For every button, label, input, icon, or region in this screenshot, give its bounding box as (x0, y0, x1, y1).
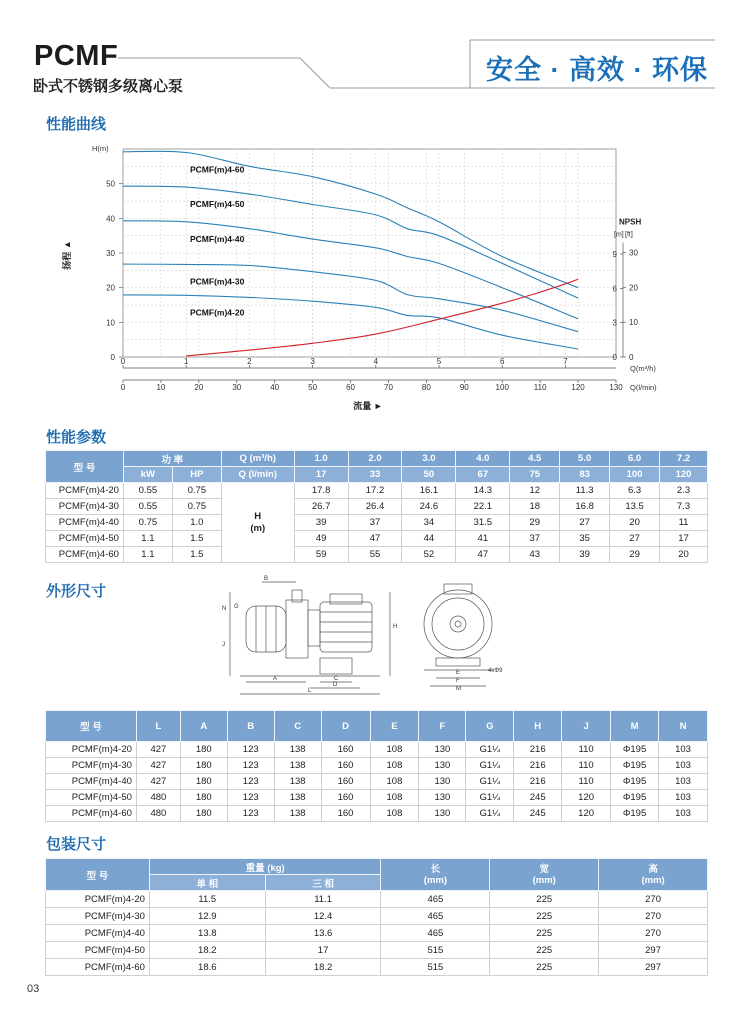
table-cell: 225 (490, 891, 599, 908)
curve-label: PCMF(m)4-40 (190, 233, 245, 244)
table-cell: 0.55 (123, 499, 172, 515)
table-row-model: PCMF(m)4-30 (46, 499, 124, 515)
table-cell: 103 (659, 758, 708, 774)
table-cell: 29 (510, 515, 560, 531)
table-cell: 11.5 (149, 891, 265, 908)
x2-tick-label: 0 (120, 383, 126, 392)
dim-label: J (222, 642, 225, 648)
table-cell: 12 (510, 483, 560, 499)
section-title-packing: 包装尺寸 (46, 836, 107, 853)
table-cell: G1¼ (466, 806, 514, 822)
dims-header: M (611, 711, 659, 742)
table-cell: 17 (265, 942, 381, 959)
table-cell: 17 (660, 531, 708, 547)
table-cell: 27 (610, 531, 660, 547)
table-cell: 12.9 (149, 908, 265, 925)
table-cell: 130 (419, 774, 466, 790)
table-cell: 130 (419, 790, 466, 806)
table-cell: 160 (321, 790, 370, 806)
table-cell: 138 (274, 806, 321, 822)
section-title-params: 性能参数 (46, 429, 107, 446)
table-cell: 29 (610, 547, 660, 563)
q-m3h-cell: 4.5 (510, 451, 560, 467)
table-cell: 138 (274, 742, 321, 758)
table-cell: 24.6 (402, 499, 456, 515)
table-cell: 20 (660, 547, 708, 563)
table-cell: 103 (659, 742, 708, 758)
table-cell: 20 (610, 515, 660, 531)
pack-height-header (599, 859, 708, 891)
dims-header: C (274, 711, 321, 742)
table-cell: 1.0 (172, 515, 221, 531)
table-cell: 160 (321, 742, 370, 758)
table-cell: 465 (381, 925, 490, 942)
table-cell: 0.75 (172, 483, 221, 499)
table-cell: 55 (348, 547, 402, 563)
table-cell: 216 (514, 774, 562, 790)
table-cell: 180 (180, 774, 227, 790)
table-cell: 35 (560, 531, 610, 547)
dims-header: E (370, 711, 419, 742)
table-cell: 130 (419, 806, 466, 822)
dims-header: J (562, 711, 611, 742)
x1-tick-label: 3 (310, 357, 315, 366)
table-cell: 427 (136, 774, 180, 790)
table-cell: 160 (321, 758, 370, 774)
curve-label: PCMF(m)4-30 (190, 276, 245, 287)
x2-tick-label: 40 (270, 383, 280, 392)
table-cell: 11 (660, 515, 708, 531)
table-cell: 480 (136, 790, 180, 806)
table-cell: 18.2 (265, 959, 381, 976)
table-cell: G1¼ (466, 774, 514, 790)
table-row-model: PCMF(m)4-20 (46, 483, 124, 499)
dims-header: B (227, 711, 274, 742)
q-lmin-cell: 75 (510, 467, 560, 483)
x2-tick-label: 80 (421, 383, 431, 392)
table-cell: 18.6 (149, 959, 265, 976)
dim-label: A (273, 676, 278, 682)
table-cell: 39 (560, 547, 610, 563)
x1-tick-label: 6 (500, 357, 505, 366)
table-cell: 18.2 (149, 942, 265, 959)
table-cell: 11.3 (560, 483, 610, 499)
npsh-m-tick-label: 6 (612, 284, 617, 294)
dimensions-table (45, 710, 708, 822)
q-m3h-cell: 5.0 (560, 451, 610, 467)
table-cell: 515 (381, 942, 490, 959)
params-q-m3h-label: Q (m³/h) (221, 451, 294, 467)
params-hp-header: HP (172, 467, 221, 483)
table-cell: 16.8 (560, 499, 610, 515)
table-cell: 216 (514, 758, 562, 774)
table-cell: 160 (321, 806, 370, 822)
section-title-curve: 性能曲线 (46, 116, 107, 133)
mount-hole-note: 4xΦ9 (488, 668, 503, 674)
table-cell: 2.3 (660, 483, 708, 499)
table-cell: Φ195 (611, 806, 659, 822)
table-cell: 480 (136, 806, 180, 822)
y-tick-label: 30 (106, 249, 115, 258)
dims-header: N (659, 711, 708, 742)
dim-label: L (308, 688, 312, 694)
table-cell: G1¼ (466, 742, 514, 758)
x2-tick-label: 110 (533, 383, 547, 392)
product-subtitle: 卧式不锈钢多级离心泵 (33, 78, 184, 95)
npsh-ft-tick-label: 0 (629, 353, 634, 362)
table-cell: 225 (490, 908, 599, 925)
q-m3h-cell: 7.2 (660, 451, 708, 467)
table-cell: 26.4 (348, 499, 402, 515)
table-cell: 216 (514, 742, 562, 758)
q-lmin-cell: 100 (610, 467, 660, 483)
npsh-m-tick-label: 9 (612, 250, 617, 260)
table-cell: 138 (274, 758, 321, 774)
pack-unit-label: (mm) (532, 874, 556, 886)
table-cell: 0.75 (123, 515, 172, 531)
q-lmin-cell: 83 (560, 467, 610, 483)
table-cell: 427 (136, 758, 180, 774)
dims-header: A (180, 711, 227, 742)
table-cell: 52 (402, 547, 456, 563)
table-cell: G1¼ (466, 758, 514, 774)
pack-width-label: 宽 (539, 863, 549, 875)
params-power-header: 功 率 (123, 451, 221, 467)
y-unit-label: H(m) (92, 144, 109, 153)
table-cell: 465 (381, 908, 490, 925)
npsh-m-tick-label: 0 (612, 353, 617, 362)
params-h-unit: (m) (250, 522, 266, 534)
table-cell: G1¼ (466, 790, 514, 806)
table-cell: 465 (381, 891, 490, 908)
npsh-ft-label: [ft] (625, 231, 633, 239)
table-cell: 108 (370, 774, 419, 790)
table-cell: 123 (227, 790, 274, 806)
table-cell: 120 (562, 806, 611, 822)
pack-length-label: 长 (430, 863, 441, 875)
x2-tick-label: 10 (156, 383, 166, 392)
page-number: 03 (27, 983, 40, 995)
npsh-ft-tick-label: 10 (629, 318, 638, 328)
pack-height-label: 高 (648, 863, 658, 875)
dims-header: F (419, 711, 466, 742)
table-cell: 49 (294, 531, 348, 547)
brand-title: PCMF (34, 40, 119, 72)
npsh-title: NPSH (619, 217, 642, 227)
dim-label: D (333, 682, 338, 688)
table-cell: 108 (370, 758, 419, 774)
x2-tick-label: 30 (232, 383, 242, 392)
table-cell: 180 (180, 806, 227, 822)
y-tick-label: 0 (110, 353, 115, 362)
table-cell: 180 (180, 742, 227, 758)
pack-width-header (490, 859, 599, 891)
x1-tick-label: 7 (563, 357, 568, 366)
section-title-outline: 外形尺寸 (46, 583, 107, 600)
table-cell: 297 (599, 942, 708, 959)
y-tick-label: 50 (106, 179, 115, 189)
table-cell: 0.75 (172, 499, 221, 515)
table-cell: 123 (227, 742, 274, 758)
y-tick-label: 20 (106, 283, 115, 293)
npsh-m-tick-label: 3 (612, 318, 617, 328)
pack-model-header: 型 号 (46, 859, 150, 891)
npsh-curve (186, 279, 578, 356)
table-cell: 138 (274, 790, 321, 806)
table-cell: 1.1 (123, 547, 172, 563)
table-cell: 18 (510, 499, 560, 515)
table-cell: 103 (659, 774, 708, 790)
table-cell: 31.5 (456, 515, 510, 531)
table-cell: 26.7 (294, 499, 348, 515)
q-lmin-cell: 33 (348, 467, 402, 483)
x2-tick-label: 20 (194, 383, 204, 392)
table-cell: 44 (402, 531, 456, 547)
table-cell: 7.3 (660, 499, 708, 515)
dims-header: D (321, 711, 370, 742)
table-cell: 14.3 (456, 483, 510, 499)
table-cell: 297 (599, 959, 708, 976)
table-row-model: PCMF(m)4-20 (46, 891, 150, 908)
performance-params-table (45, 450, 708, 563)
table-cell: 16.1 (402, 483, 456, 499)
x2-tick-label: 50 (308, 383, 318, 392)
dims-header: 型 号 (46, 711, 137, 742)
table-cell: 12.4 (265, 908, 381, 925)
table-cell: 225 (490, 925, 599, 942)
table-cell: 123 (227, 758, 274, 774)
table-cell: 180 (180, 790, 227, 806)
table-cell: 130 (419, 758, 466, 774)
dims-header: H (514, 711, 562, 742)
packing-table (45, 858, 708, 976)
y-axis-title: 扬程 ▲ (62, 240, 72, 270)
params-kw-header: kW (123, 467, 172, 483)
q-lmin-cell: 17 (294, 467, 348, 483)
table-cell: 138 (274, 774, 321, 790)
table-row-model: PCMF(m)4-60 (46, 959, 150, 976)
performance-chart (0, 135, 750, 420)
dim-label: M (456, 686, 461, 692)
table-row-model: PCMF(m)4-60 (46, 806, 137, 822)
dim-label: N (222, 606, 227, 612)
table-cell: 110 (562, 774, 611, 790)
dims-header: G (466, 711, 514, 742)
table-cell: 37 (510, 531, 560, 547)
table-cell: 225 (490, 959, 599, 976)
dim-label: G (234, 604, 239, 610)
table-row-model: PCMF(m)4-30 (46, 908, 150, 925)
table-cell: 427 (136, 742, 180, 758)
table-cell: 1.5 (172, 531, 221, 547)
table-cell: 43 (510, 547, 560, 563)
table-cell: 17.2 (348, 483, 402, 499)
table-cell: 0.55 (123, 483, 172, 499)
table-cell: 41 (456, 531, 510, 547)
curve-label: PCMF(m)4-50 (190, 199, 245, 210)
table-cell: 515 (381, 959, 490, 976)
dims-header: L (136, 711, 180, 742)
table-cell: 103 (659, 790, 708, 806)
q-m3h-cell: 6.0 (610, 451, 660, 467)
table-cell: 37 (348, 515, 402, 531)
table-cell: 108 (370, 790, 419, 806)
pack-three-phase-header: 三 相 (265, 875, 381, 891)
pump-side-view (230, 582, 390, 694)
npsh-ft-tick-label: 20 (629, 283, 638, 293)
q-lmin-cell: 67 (456, 467, 510, 483)
params-q-lmin-label: Q (l/min) (221, 467, 294, 483)
table-cell: 13.5 (610, 499, 660, 515)
table-row-model: PCMF(m)4-40 (46, 925, 150, 942)
x-axis-title: 流量 ► (353, 401, 383, 411)
dim-label: E (456, 670, 461, 676)
table-cell: 11.1 (265, 891, 381, 908)
table-cell: 47 (456, 547, 510, 563)
table-cell: 180 (180, 758, 227, 774)
table-cell: 39 (294, 515, 348, 531)
table-row-model: PCMF(m)4-20 (46, 742, 137, 758)
x2-tick-label: 120 (571, 383, 585, 392)
q-lmin-cell: 50 (402, 467, 456, 483)
table-row-model: PCMF(m)4-60 (46, 547, 124, 563)
table-cell: 270 (599, 925, 708, 942)
x2-unit-label: Q(l/min) (630, 383, 657, 392)
x2-tick-label: 70 (384, 383, 393, 392)
table-cell: 108 (370, 806, 419, 822)
table-cell: 13.8 (149, 925, 265, 942)
q-m3h-cell: 2.0 (348, 451, 402, 467)
x1-tick-label: 5 (436, 357, 442, 366)
pack-single-phase-header: 单 相 (149, 875, 265, 891)
table-cell: 160 (321, 774, 370, 790)
params-h-label-cell (221, 483, 294, 563)
table-cell: Φ195 (611, 758, 659, 774)
x1-tick-label: 4 (373, 357, 379, 366)
q-m3h-cell: 4.0 (456, 451, 510, 467)
curve-label: PCMF(m)4-60 (190, 164, 245, 175)
table-cell: 47 (348, 531, 402, 547)
x1-tick-label: 1 (183, 357, 189, 366)
table-row-model: PCMF(m)4-40 (46, 774, 137, 790)
dim-label: B (264, 576, 269, 582)
table-cell: Φ195 (611, 774, 659, 790)
table-cell: 13.6 (265, 925, 381, 942)
table-cell: 17.8 (294, 483, 348, 499)
table-cell: 34 (402, 515, 456, 531)
table-cell: 103 (659, 806, 708, 822)
pack-unit-label: (mm) (641, 874, 665, 886)
table-cell: 59 (294, 547, 348, 563)
q-lmin-cell: 120 (660, 467, 708, 483)
params-model-header: 型 号 (46, 451, 124, 483)
x1-tick-label: 2 (247, 357, 252, 366)
dim-label: F (456, 678, 460, 684)
slogan: 安全 · 高效 · 环保 (486, 55, 708, 85)
table-cell: 1.5 (172, 547, 221, 563)
table-row-model: PCMF(m)4-30 (46, 758, 137, 774)
dim-label: H (393, 624, 398, 630)
y-tick-label: 40 (106, 214, 115, 224)
table-cell: Φ195 (611, 790, 659, 806)
x1-tick-label: 0 (120, 357, 126, 366)
table-cell: 225 (490, 942, 599, 959)
y-tick-label: 10 (106, 318, 115, 328)
table-cell: 123 (227, 806, 274, 822)
table-cell: 270 (599, 891, 708, 908)
pack-weight-header: 重量 (kg) (149, 859, 381, 875)
table-cell: 27 (560, 515, 610, 531)
x1-unit-label: Q(m³/h) (630, 364, 656, 373)
table-cell: 270 (599, 908, 708, 925)
dim-label: C (334, 676, 339, 682)
x2-tick-label: 130 (609, 383, 623, 392)
table-cell: 6.3 (610, 483, 660, 499)
table-cell: 245 (514, 806, 562, 822)
table-cell: 245 (514, 790, 562, 806)
table-cell: 120 (562, 790, 611, 806)
table-cell: Φ195 (611, 742, 659, 758)
table-row-model: PCMF(m)4-50 (46, 942, 150, 959)
q-m3h-cell: 1.0 (294, 451, 348, 467)
outline-drawing (200, 572, 520, 702)
q-m3h-cell: 3.0 (402, 451, 456, 467)
table-cell: 123 (227, 774, 274, 790)
table-cell: 108 (370, 742, 419, 758)
npsh-m-label: [m] (614, 231, 624, 239)
table-cell: 22.1 (456, 499, 510, 515)
table-cell: 1.1 (123, 531, 172, 547)
table-cell: 130 (419, 742, 466, 758)
table-cell: 110 (562, 742, 611, 758)
table-row-model: PCMF(m)4-50 (46, 531, 124, 547)
x2-tick-label: 100 (495, 383, 509, 392)
table-cell: 110 (562, 758, 611, 774)
curve-label: PCMF(m)4-20 (190, 307, 245, 318)
pack-unit-label: (mm) (423, 874, 448, 886)
x2-tick-label: 60 (346, 383, 355, 392)
params-h-label: H (254, 510, 262, 522)
npsh-ft-tick-label: 30 (629, 248, 638, 258)
x2-tick-label: 90 (459, 383, 469, 392)
table-row-model: PCMF(m)4-40 (46, 515, 124, 531)
table-row-model: PCMF(m)4-50 (46, 790, 137, 806)
pack-length-header (381, 859, 490, 891)
